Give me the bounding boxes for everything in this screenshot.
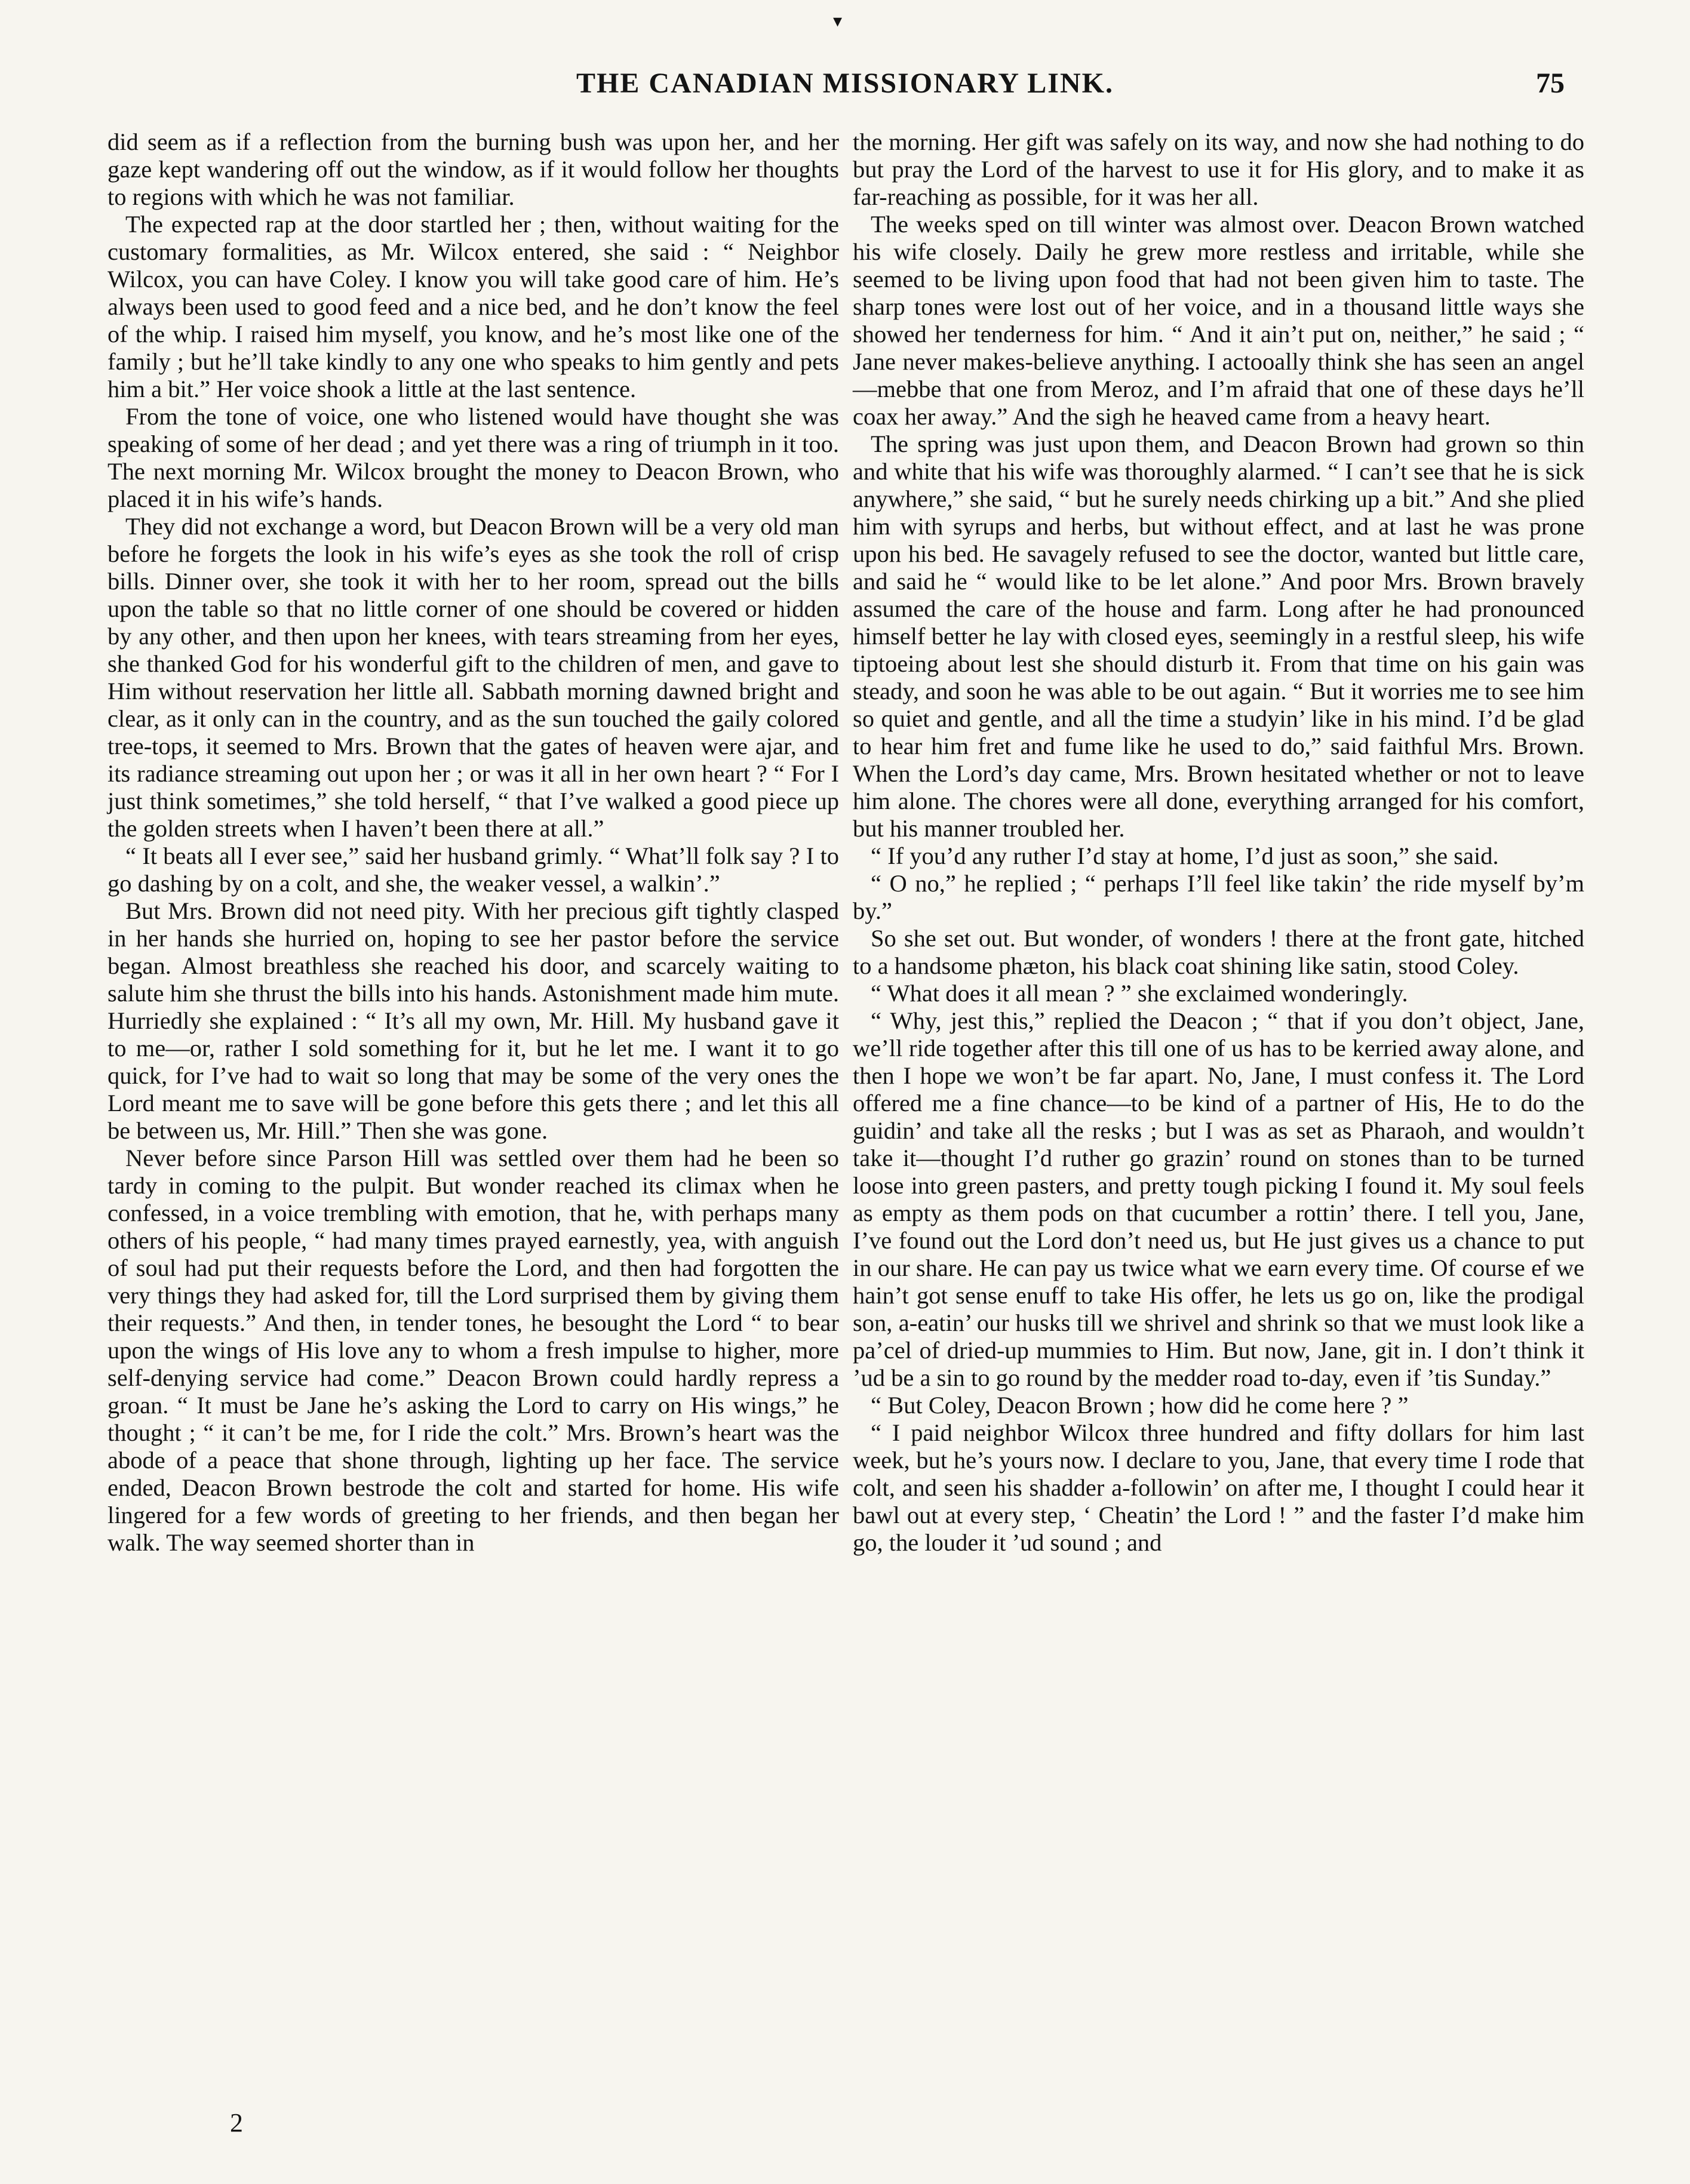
paragraph: did seem as if a reflection from the burning bush was upon her, and her gaze kept wandering off out the window, as if it would follow her thoughts to regions with which he was not familiar. xyxy=(107,128,839,210)
right-column xyxy=(853,128,1584,1557)
journal-title: THE CANADIAN MISSIONARY LINK. xyxy=(576,67,1114,99)
paragraph: The weeks sped on till winter was almost over. Deacon Brown watched his wife closely. Daily he grew more restless and irritable, while she seemed to be living upon food that had not been given him to taste. The sharp tones were lost out of her voice, and in a thousand little ways she showed her tenderness for him. “ And it ain’t put on, neither,” he said ; “ Jane never makes-believe anything. I actooally think she has seen an angel—mebbe that one from Meroz, and I’m afraid that one of these days he’ll coax her away.” And the sigh he heaved came from a heavy heart. xyxy=(853,211,1584,430)
paragraph: “ But Coley, Deacon Brown ; how did he come here ? ” xyxy=(871,1392,1409,1419)
page-number: 75 xyxy=(1536,67,1565,99)
paragraph: “ If you’d any ruther I’d stay at home, I’d just as soon,” she said. xyxy=(871,842,1499,869)
top-mark: ▾ xyxy=(833,11,843,31)
paragraph: “ I paid neighbor Wilcox three hundred and fifty dollars for him last week, but he’s yours now. I declare to you, Jane, that every time I rode that colt, and seen his shadder a-followin’ on after me, I thought I could hear it bawl out at every step, ‘ Cheatin’ the Lord ! ” and the faster I’d make him go, the louder it ’ud sound ; and xyxy=(853,1419,1584,1556)
paragraph: Never before since Parson Hill was settled over them had he been so tardy in coming to the pulpit. But wonder reached its climax when he confessed, in a voice trembling with emotion, that he, with perhaps many others of his people, “ had many times prayed earnestly, yea, with anguish of soul had put their requests before the Lord, and then had forgotten the very things they had asked for, till the Lord surprised them by giving them their requests.” And then, in tender tones, he besought the Lord “ to bear upon the wings of His love any to whom a fresh impulse to higher, more self-denying service had come.” Deacon Brown could hardly repress a groan. “ It must be Jane he’s asking the Lord to carry on His wings,” he thought ; “ it can’t be me, for I ride the colt.” Mrs. Brown’s heart was the abode of a peace that shone through, lighting up her face. The service ended, Deacon Brown bestrode the colt and started for home. His wife lingered for a few words of greeting to her friends, and then began her walk. The way seemed shorter than in xyxy=(107,1145,839,1556)
signature-mark: 2 xyxy=(230,2108,243,2137)
paragraph: The spring was just upon them, and Deacon Brown had grown so thin and white that his wife was thoroughly alarmed. “ I can’t see that he is sick anywhere,” she said, “ but he surely needs chirking up a bit.” And she plied him with syrups and herbs, but without effect, and at last he was prone upon his bed. He savagely refused to see the doctor, wanted but little care, and said he “ would like to be let alone.” And poor Mrs. Brown bravely assumed the care of the house and farm. Long after he had pronounced himself better he lay with closed eyes, seemingly in a restful sleep, his wife tiptoeing about lest she should disturb it. From that time on his gain was steady, and soon he was able to be out again. “ But it worries me to see him so quiet and gentle, and all the time a studyin’ like in his mind. I’d be glad to hear him fret and fume like he used to do,” said faithful Mrs. Brown. When the Lord’s day came, Mrs. Brown hesitated whether or not to leave him alone. The chores were all done, everything arranged for his comfort, but his manner troubled her. xyxy=(853,430,1584,842)
paragraph: “ It beats all I ever see,” said her husband grimly. “ What’ll folk say ? I to go dashing by on a colt, and she, the weaker vessel, a walkin’.” xyxy=(107,842,839,897)
paragraph: “ Why, jest this,” replied the Deacon ; “ that if you don’t object, Jane, we’ll ride together after this till one of us has to be kerried away alone, and then I hope we won’t be far apart. No, Jane, I must confess it. The Lord offered me a fine chance—to be kind of a partner of His, He to do the guidin’ and take all the resks ; but I was as set as Pharaoh, and wouldn’t take it—thought I’d ruther go grazin’ round on stones than to be turned loose into green pasters, and pretty tough picking I found it. My soul feels as empty as them pods on that cucumber a rottin’ there. I tell you, Jane, I’ve found out the Lord don’t need us, but He just gives us a chance to put in our share. He can pay us twice what we earn every time. Of course ef we hain’t got sense enuff to take His offer, he lets us go on, like the prodigal son, a-eatin’ our husks till we shrivel and shrink so that we must look like a pa’cel of dried-up mummies to Him. But now, Jane, git in. I don’t think it ’ud be a sin to go round by the medder road to-day, even if ’tis Sunday.” xyxy=(853,1007,1584,1391)
paragraph: “ What does it all mean ? ” she exclaimed wonderingly. xyxy=(871,980,1408,1007)
paragraph: “ O no,” he replied ; “ perhaps I’ll feel like takin’ the ride myself by’m by.” xyxy=(853,870,1584,924)
page-header xyxy=(0,67,1690,109)
paragraph: From the tone of voice, one who listened would have thought she was speaking of some of her dead ; and yet there was a ring of triumph in it too. The next morning Mr. Wilcox brought the money to Deacon Brown, who placed it in his wife’s hands. xyxy=(107,403,839,512)
paragraph: But Mrs. Brown did not need pity. With her precious gift tightly clasped in her hands she hurried on, hoping to see her pastor before the service began. Almost breathless she reached his door, and scarcely waiting to salute him she thrust the bills into his hands. Astonishment made him mute. Hurriedly she explained : “ It’s all my own, Mr. Hill. My husband gave it to me—or, rather I sold something for it, but he let me. I want it to go quick, for I’ve had to wait so long that may be some of the very ones the Lord meant me to save will be gone before this gets there ; and let this all be between us, Mr. Hill.” Then she was gone. xyxy=(107,897,839,1144)
paragraph: So she set out. But wonder, of wonders ! there at the front gate, hitched to a handsome phæton, his black coat shining like satin, stood Coley. xyxy=(853,925,1584,979)
paragraph: They did not exchange a word, but Deacon Brown will be a very old man before he forgets the look in his wife’s eyes as she took the roll of crisp bills. Dinner over, she took it with her to her room, spread out the bills upon the table so that no little corner of one should be covered or hidden by any other, and then upon her knees, with tears streaming from her eyes, she thanked God for his wonderful gift to the children of men, and gave to Him without reservation her little all. Sabbath morning dawned bright and clear, as it only can in the country, and as the sun touched the gaily colored tree-tops, it seemed to Mrs. Brown that the gates of heaven were ajar, and its radiance streaming out upon her ; or was it all in her own heart ? “ For I just think sometimes,” she told herself, “ that I’ve walked a good piece up the golden streets when I haven’t been there at all.” xyxy=(107,513,839,842)
paragraph: The expected rap at the door startled her ; then, without waiting for the customary formalities, as Mr. Wilcox entered, she said : “ Neighbor Wilcox, you can have Coley. I know you will take good care of him. He’s always been used to good feed and a nice bed, and he don’t know the feel of the whip. I raised him myself, you know, and he’s most like one of the family ; but he’ll take kindly to any one who speaks to him gently and pets him a bit.” Her voice shook a little at the last sentence. xyxy=(107,211,839,402)
left-column xyxy=(107,128,839,1557)
paragraph: the morning. Her gift was safely on its way, and now she had nothing to do but pray the Lord of the harvest to use it for His glory, and to make it as far-reaching as possible, for it was her all. xyxy=(853,128,1584,210)
